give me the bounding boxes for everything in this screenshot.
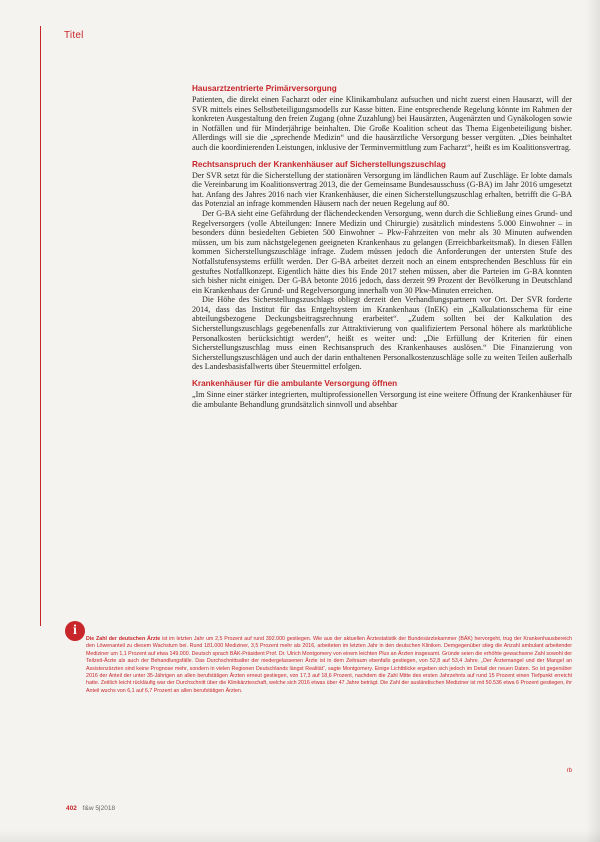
page-bottom-shadow	[0, 830, 600, 842]
section-heading: Krankenhäuser für die ambulante Versorgung öffnen	[192, 379, 398, 389]
left-margin-rule	[40, 26, 41, 626]
paragraph: Der G-BA sieht eine Gefährdung der flächendeckenden Versorgung, wenn durch die Schließung eines Grund- und Regelversorgers (volle Abteilungen: Innere Medizin und Chirurgie) zusätzlich mindestens 5.000 Einwohner – in besonders dünn besiedelten Gebieten 500 Einwohner – Pkw-Fahrzeiten von mehr als 30 Minuten aufwenden müssen, um bis zum nächstgelegenen geeigneten Krankenhaus zu gelangen (Erreichbarkeitsmaß). In diesen Fällen kommen Sicherstellungszuschläge infrage. Zudem müssen jedoch die Anforderungen der untersten Stufe des Notfallstufensystems erfüllt werden. Der G-BA arbeitet derzeit noch an einem entsprechenden Beschluss für ein gestuftes Notfallkonzept. Eigentlich hätte dies bis Ende 2017 stehen müssen, aber die Parteien im G-BA konnten sich bisher nicht einigen. Der G-BA betonte 2016 jedoch, dass derzeit 99 Prozent der Bevölkerung in Deutschland ein Krankenhaus der Grund- und Regelversorgung innerhalb von 30 Pkw-Minuten erreichen.	[192, 208, 572, 295]
page-edge-shadow	[586, 0, 600, 842]
info-box-body: ist im letzten Jahr um 2,5 Prozent auf rund 392.000 gestiegen. Wie aus der aktuellen Ärztestatistik der Bundesärztekammer (BÄK) hervorgeht, trug der Krankenhausbereich den Löwenanteil zu diesem Wachstum bei. Rund 181.000 Mediziner, 3,5 Prozent mehr als 2016, arbeiteten im letzten Jahr in den deutschen Kliniken. Demgegenüber stieg die Anzahl ambulant arbeitender Mediziner um 1,1 Prozent auf etwa 149.000. Deutsch sprach BÄK-Präsident Prof. Dr. Ulrich Montgomery von einem leichten Plus an Ärzten insgesamt. Gründe seien die erhöhte gewachsene Zahl sowohl der Teilzeit-Ärzte als auch der Behandlungsfälle. Das Durchschnittsalter der niedergelassenen Ärzte ist in dem Zeitraum ebenfalls gestiegen, von 52,8 auf 53,4 Jahre. „Der Ärztemangel und der Mangel an Assistenzärzten sind keine Prognose mehr, sondern in vielen Regionen Deutschlands längst Realität“, sagte Montgomery. Einige Lichtblicke ergeben sich jedoch im Detail der neuen Daten. So ist gegenüber 2016 der Anteil der unter 35-Jährigen an allen berufstätigen Ärzten erneut gestiegen, von 17,3 auf 18,6 Prozent, nachdem die Zahl Mitte des ersten Jahrzehnts auf rund 15 Prozent einen Tiefpunkt erreicht hatte. Zeitlich leicht rückläufig war der Durchschnitt über die Klinikärzteschaft, welche sich 2016 etwas über 47 Jahre beträgt. Die Zahl der ausländischen Mediziner ist mit 50.536 etwa 6 Prozent gestiegen, ihr Anteil wuchs von 6,1 auf 6,7 Prozent an allen berufstätigen Ärzten.	[86, 636, 572, 694]
section-hospital-surcharge	[192, 160, 572, 372]
article-body	[192, 84, 572, 409]
page-footer	[66, 805, 115, 812]
section-heading: Hausarztzentrierte Primärversorgung	[192, 84, 337, 93]
paragraph: Der SVR setzt für die Sicherstellung der stationären Versorgung im ländlichen Raum auf Zuschläge. Er lobte damals die Vereinbarung im Koalitionsvertrag 2013, die der Gemeinsame Bundesausschuss (G-BA) im Jahr 2016 umgesetzt hat. Anfang des Jahres 2016 nach vier Krankenhäuser, die einen Sicherstellungszuschlag erhalten, betrifft die G-BA das Potenzial an infrage kommenden Häusern nach der neuen Regelung auf 80.	[192, 170, 572, 209]
section-label: Titel	[64, 30, 84, 41]
section-ambulatory-care	[192, 379, 572, 409]
page-number: 402	[66, 805, 77, 812]
paragraph: „Im Sinne einer stärker integrierten, multiprofessionellen Versorgung ist eine weitere Öffnung der Krankenhäuser für die ambulante Behandlung grundsätzlich sinnvoll und absehbar	[192, 390, 572, 409]
info-box-text	[86, 636, 572, 695]
section-primary-care	[192, 84, 572, 153]
publication-name: f&w 5|2018	[82, 805, 116, 812]
info-icon: i	[65, 621, 85, 641]
info-box-marker: rb	[566, 768, 572, 774]
info-box	[86, 636, 572, 695]
paragraph: Die Höhe des Sicherstellungszuschlags obliegt derzeit den Verhandlungspartnern vor Ort. Der SVR forderte 2014, dass das Institut für das Entgeltsystem im Krankenhaus (InEK) ein „Kalkulationsschema für eine abteilungsbezogene Deckungsbeitragsrechnung erarbeitet“. „Zudem sollten bei der Kalkulation des Sicherstellungszuschlags gegebenenfalls zur Attraktivierung von qualifiziertem Personal höhere als marktübliche Personalkosten berücksichtigt werden“, heißt es weiter und: „Die Erfüllung der Kriterien für einen Sicherstellungszuschlag muss einen Rechtsanspruch des Krankenhauses auslösen.“ Die Finanzierung von Sicherstellungszuschlägen und auch der darin enthaltenen Personalkostenzuschläge solle zu weiten Teilen außerhalb des Landesbasisfallwerts über Steuermittel erfolgen.	[192, 295, 572, 372]
paragraph: Patienten, die direkt einen Facharzt oder eine Klinikambulanz aufsuchen und nicht zuerst einen Hausarzt, will der SVR mittels eines Selbstbeteiligungsmodells zur Kasse bitten. Eine entsprechende Regelung könnte im Rahmen der konkreten Ausgestaltung den freien Zugang (ohne Zuzahlung) bei Hausärzten, Augenärzten und Gynäkologen sowie in Notfällen und für Minderjährige beinhalten. Die Große Koalition scheut das Thema Eigenbeteiligung bisher. Allerdings will sie die „sprechende Medizin“ und die hausärztliche Versorgung besser vergüten. „Dies beinhaltet auch die koordinierenden Leistungen, inklusive der Terminvermittlung zum Facharzt“, heißt es im Koalitionsvertrag.	[192, 95, 572, 152]
info-box-lead: Die Zahl der deutschen Ärzte	[86, 636, 161, 642]
section-heading: Rechtsanspruch der Krankenhäuser auf Sicherstellungszuschlag	[192, 159, 446, 169]
